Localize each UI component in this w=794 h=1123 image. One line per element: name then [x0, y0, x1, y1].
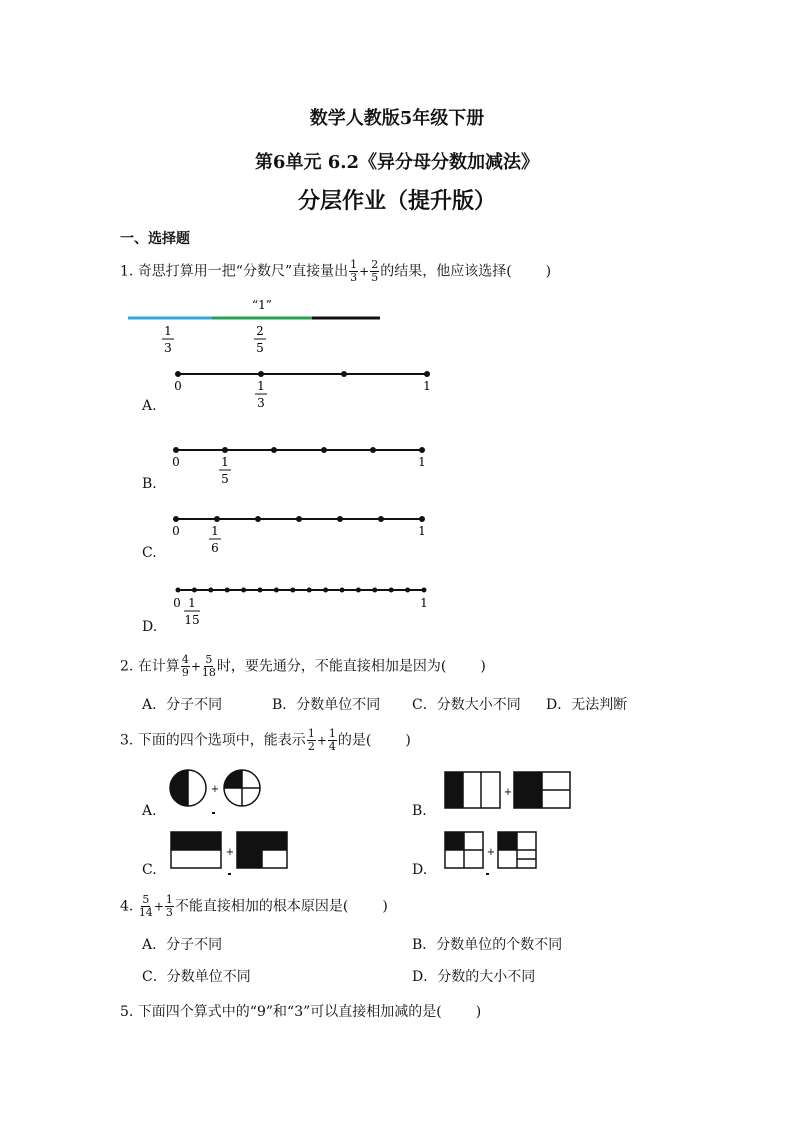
question-4: 4. $\frac{5}{14}$ + $\frac{1}{3}$ 不能直接相加的根本原因是( ) — [120, 893, 388, 919]
number-line-b — [168, 438, 434, 490]
q3-option-d-letter: D. — [412, 862, 428, 878]
svg-text:+: + — [486, 847, 496, 858]
svg-text:0: 0 — [172, 455, 180, 469]
question-text: 的是( — [337, 732, 372, 749]
question-number: 1. — [120, 263, 134, 280]
question-text: 不能直接相加的根本原因是( — [174, 898, 349, 915]
fraction: $\frac{5}{14}$ — [138, 893, 153, 919]
svg-text:15: 15 — [184, 613, 200, 627]
q2-option-a: A．分子不同 — [142, 697, 223, 713]
q3-option-c-figure — [170, 831, 292, 877]
q3-option-b-letter: B. — [412, 803, 427, 819]
svg-text:1: 1 — [221, 455, 229, 469]
q2-option-d: D．无法判断 — [546, 697, 628, 713]
number-line-d — [170, 578, 436, 630]
question-text: 下面四个算式中的“9”和“3”可以直接相加减的是( — [137, 1004, 442, 1020]
svg-text:1: 1 — [418, 455, 426, 469]
question-2: 2. 在计算 $\frac{4}{9}$ + $\frac{5}{18}$ 时，要先通分，不能直接相加是因为( ) — [120, 653, 486, 679]
question-1: 1. 奇思打算用一把“分数尺”直接量出 $\frac{1}{3}$ + $\frac{2}{5}$ 的结果，他应该选择( ) — [120, 258, 552, 284]
fraction: $\frac{5}{18}$ — [201, 653, 216, 679]
question-number: 4. — [120, 898, 134, 915]
ruler-one-label: “1” — [252, 298, 272, 312]
question-text: 的结果，他应该选择( — [380, 263, 512, 280]
q4-option-b: B．分数单位的个数不同 — [412, 937, 563, 953]
doc-subtitle: 第6单元 6.2《异分母分数加减法》 — [254, 152, 540, 173]
q2-option-b: B．分数单位不同 — [272, 697, 381, 713]
fraction: $\frac{2}{5}$ — [371, 258, 379, 284]
q3-option-a-letter: A. — [142, 803, 157, 819]
option-c-letter: C. — [142, 545, 157, 561]
doc-title: 数学人教版5年级下册 — [309, 108, 485, 129]
fraction: $\frac{1}{3}$ — [350, 258, 358, 284]
svg-text:1: 1 — [188, 596, 196, 610]
q3-option-d-figure — [444, 831, 540, 877]
svg-text:0: 0 — [172, 524, 180, 538]
fraction: $\frac{1}{2}$ — [307, 727, 315, 753]
ruler-frac2-den: 5 — [256, 341, 264, 355]
svg-text:6: 6 — [211, 541, 219, 555]
svg-text:5: 5 — [221, 472, 229, 486]
doc-heading: 分层作业（提升版） — [297, 188, 496, 214]
svg-text:+: + — [225, 847, 235, 858]
svg-text:0: 0 — [173, 596, 181, 610]
fraction-ruler-figure — [120, 292, 400, 360]
q4-option-c: C．分数单位不同 — [142, 969, 251, 985]
question-number: 2. — [120, 658, 134, 675]
q3-option-a-figure — [168, 766, 264, 818]
svg-text:+: + — [210, 784, 220, 795]
svg-text:+: + — [503, 787, 513, 798]
svg-text:0: 0 — [174, 379, 182, 393]
number-line-a — [170, 362, 440, 414]
svg-text:1: 1 — [418, 524, 426, 538]
q4-option-a: A．分子不同 — [142, 937, 223, 953]
section-title: 一、选择题 — [120, 231, 190, 247]
q3-option-c-letter: C. — [142, 862, 157, 878]
ruler-frac1-num: 1 — [164, 324, 172, 338]
q4-option-d: D．分数的大小不同 — [412, 969, 536, 985]
question-text: 奇思打算用一把“分数尺”直接量出 — [137, 263, 349, 280]
fraction: $\frac{1}{4}$ — [328, 727, 336, 753]
question-3: 3. 下面的四个选项中，能表示 $\frac{1}{2}$ + $\frac{1}{4}$ 的是( ) — [120, 727, 411, 753]
number-line-c — [168, 507, 434, 559]
svg-text:1: 1 — [423, 379, 431, 393]
fraction: $\frac{4}{9}$ — [181, 653, 189, 679]
option-a-letter: A. — [142, 398, 157, 414]
question-text: 下面的四个选项中，能表示 — [137, 732, 306, 749]
svg-text:3: 3 — [257, 396, 265, 410]
ruler-frac1-den: 3 — [164, 341, 172, 355]
ruler-frac2-num: 2 — [256, 324, 264, 338]
question-number: 5. — [120, 1004, 134, 1020]
option-b-letter: B. — [142, 476, 157, 492]
svg-text:1: 1 — [257, 379, 265, 393]
q2-option-c: C．分数大小不同 — [412, 697, 521, 713]
question-text: 时，要先通分，不能直接相加是因为( — [216, 658, 447, 675]
question-number: 3. — [120, 732, 134, 749]
fraction: $\frac{1}{3}$ — [165, 893, 173, 919]
option-d-letter: D. — [142, 619, 158, 635]
question-text: 在计算 — [137, 658, 180, 675]
svg-text:1: 1 — [420, 596, 428, 610]
question-5: 5. 下面四个算式中的“9”和“3”可以直接相加减的是( ) — [120, 1004, 482, 1020]
q3-option-b-figure — [444, 771, 574, 813]
svg-text:1: 1 — [211, 524, 219, 538]
